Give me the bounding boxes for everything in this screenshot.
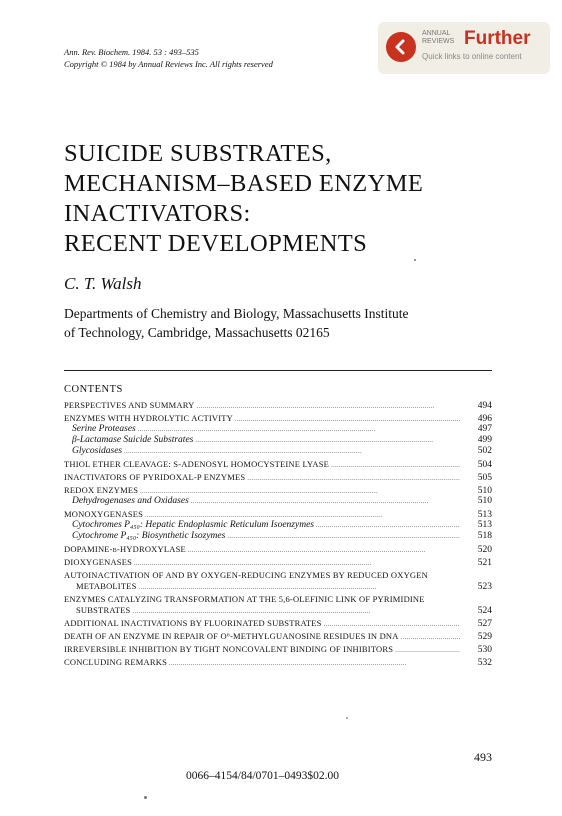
toc-entry-title: PERSPECTIVES AND SUMMARY: [64, 400, 195, 410]
toc-entry-page: 497: [477, 424, 492, 434]
toc-leader-dots: [169, 657, 460, 670]
toc-entry: [64, 605, 492, 616]
toc-entry-title: Dehydrogenases and Oxidases: [72, 496, 189, 506]
toc-entry: [64, 413, 492, 424]
toc-entry: [64, 496, 492, 507]
toc-entry-title: ADDITIONAL INACTIVATIONS BY FLUORINATED SUBSTRATES: [64, 618, 322, 628]
toc-entry: [64, 544, 492, 555]
toc-entry-page: 496: [477, 414, 492, 424]
toc-entry: [64, 557, 492, 568]
toc-entry-page: 530: [477, 645, 492, 655]
toc-entry-title: METABOLITES: [76, 581, 137, 591]
toc-entry-page: 505: [477, 473, 492, 483]
toc-entry-title: THIOL ETHER CLEAVAGE: S-ADENOSYL HOMOCYSTEINE LYASE: [64, 459, 330, 469]
toc-entry: [64, 644, 492, 655]
banner-reviews: REVIEWS: [422, 38, 455, 45]
toc-entry-page: 494: [477, 401, 492, 411]
toc-leader-dots: [132, 605, 460, 618]
toc-entry-page: 529: [477, 632, 492, 642]
toc-leader-dots: [196, 400, 460, 413]
toc-entry-title: DOPAMINE-β-HYDROXYLASE: [64, 544, 186, 554]
chevron-left-icon: [386, 32, 416, 62]
speck: [144, 796, 147, 799]
banner-brand: [422, 30, 454, 46]
banner-further: Further: [464, 28, 531, 49]
toc-entry-title: ENZYMES CATALYZING TRANSFORMATION AT THE 5,6-OLEFINIC LINK OF PYRIMIDINE: [64, 594, 425, 604]
toc-leader-dots: [247, 472, 460, 485]
toc-entry-page: 499: [477, 435, 492, 445]
toc-entry-page: 510: [477, 486, 492, 496]
author-name: C. T. Walsh: [64, 274, 142, 293]
toc-entry-title: CONCLUDING REMARKS: [64, 657, 168, 667]
toc-leader-dots: [401, 631, 460, 644]
page-number: 493: [474, 750, 492, 764]
toc-entry: [64, 594, 492, 605]
banner-subtitle: Quick links to online content: [422, 52, 522, 61]
toc-entry-page: 502: [477, 446, 492, 456]
toc-entry: [64, 485, 492, 496]
article-code: 0066–4154/84/0701–0493$02.00: [186, 770, 340, 782]
toc-leader-dots: [227, 531, 460, 543]
toc-entry-page: 513: [477, 510, 492, 520]
toc-entry: [64, 459, 492, 470]
toc-entry-page: 520: [477, 545, 492, 555]
toc-leader-dots: [188, 544, 460, 557]
toc-entry: [64, 631, 492, 642]
article-title: [64, 139, 423, 259]
toc-entry: [64, 531, 492, 542]
copyright-line: Copyright © 1984 by Annual Reviews Inc. All rights reserved: [64, 59, 273, 69]
title-line: SUICIDE SUBSTRATES,: [64, 140, 332, 167]
toc-entry-title: DEATH OF AN ENZYME IN REPAIR OF O⁶-METHYLGUANOSINE RESIDUES IN DNA: [64, 631, 399, 641]
journal-citation-block: [64, 46, 273, 70]
toc-entry-title: Cytochrome P₄₅₀: Biosynthetic Isozymes: [72, 531, 226, 541]
toc-entry-page: 527: [477, 619, 492, 629]
toc-entry: [64, 435, 492, 446]
toc-entry-title: REDOX ENZYMES: [64, 485, 139, 495]
toc-entry-page: 521: [477, 558, 492, 568]
toc-entry: [64, 509, 492, 520]
toc-entry-page: 524: [477, 606, 492, 616]
toc-entry-page: 510: [477, 496, 492, 506]
title-line: RECENT DEVELOPMENTS: [64, 230, 368, 257]
toc-entry: [64, 472, 492, 483]
banner-annual: ANNUAL: [422, 30, 451, 37]
toc-leader-dots: [124, 446, 460, 458]
author-affiliation: [64, 304, 408, 342]
title-line: INACTIVATORS:: [64, 200, 251, 227]
toc-entry-page: 532: [477, 658, 492, 668]
toc-entry-title: Cytochromes P₄₅₀: Hepatic Endoplasmic Reticulum Isoenzymes: [72, 520, 314, 530]
affiliation-line: Departments of Chemistry and Biology, Massachusetts Institute: [64, 306, 409, 321]
toc-entry: [64, 446, 492, 457]
further-links-banner[interactable]: [378, 22, 550, 74]
toc-entry-title: Serine Proteases: [72, 424, 136, 434]
journal-citation: Ann. Rev. Biochem. 1984. 53 : 493–535: [64, 47, 199, 57]
toc-entry-title: SUBSTRATES: [76, 605, 131, 615]
contents-heading: CONTENTS: [64, 384, 123, 395]
toc-entry-title: ENZYMES WITH HYDROLYTIC ACTIVITY: [64, 413, 233, 423]
toc-entry: [64, 520, 492, 531]
affiliation-line: of Technology, Cambridge, Massachusetts 02165: [64, 325, 330, 340]
toc-leader-dots: [134, 557, 460, 570]
speck: [346, 717, 348, 719]
toc-entry-title: β-Lactamase Suicide Substrates: [72, 435, 194, 445]
toc-leader-dots: [331, 459, 460, 472]
title-line: MECHANISM–BASED ENZYME: [64, 170, 424, 197]
toc-entry: [64, 581, 492, 592]
toc-entry-title: MONOXYGENASES: [64, 509, 144, 519]
toc-entry-page: 513: [477, 520, 492, 530]
toc-entry-title: INACTIVATORS OF PYRIDOXAL-P ENZYMES: [64, 472, 246, 482]
table-of-contents: [64, 400, 492, 668]
toc-leader-dots: [395, 644, 460, 657]
toc-entry-page: 504: [477, 460, 492, 470]
toc-entry-title: AUTOINACTIVATION OF AND BY OXYGEN-REDUCING ENZYMES BY REDUCED OXYGEN: [64, 570, 428, 580]
toc-leader-dots: [191, 496, 460, 508]
toc-entry-title: DIOXYGENASES: [64, 557, 133, 567]
toc-entry: [64, 424, 492, 435]
toc-entry: [64, 400, 492, 411]
toc-entry-title: IRREVERSIBLE INHIBITION BY TIGHT NONCOVALENT BINDING OF INHIBITORS: [64, 644, 394, 654]
toc-entry: [64, 618, 492, 629]
toc-entry-title: Glycosidases: [72, 446, 123, 456]
speck: [414, 259, 416, 261]
toc-leader-dots: [139, 581, 460, 594]
toc-entry-page: 523: [477, 582, 492, 592]
toc-entry: [64, 570, 492, 581]
toc-leader-dots: [324, 618, 460, 631]
toc-entry: [64, 657, 492, 668]
toc-entry-page: 518: [477, 531, 492, 541]
divider-rule: [64, 370, 492, 371]
